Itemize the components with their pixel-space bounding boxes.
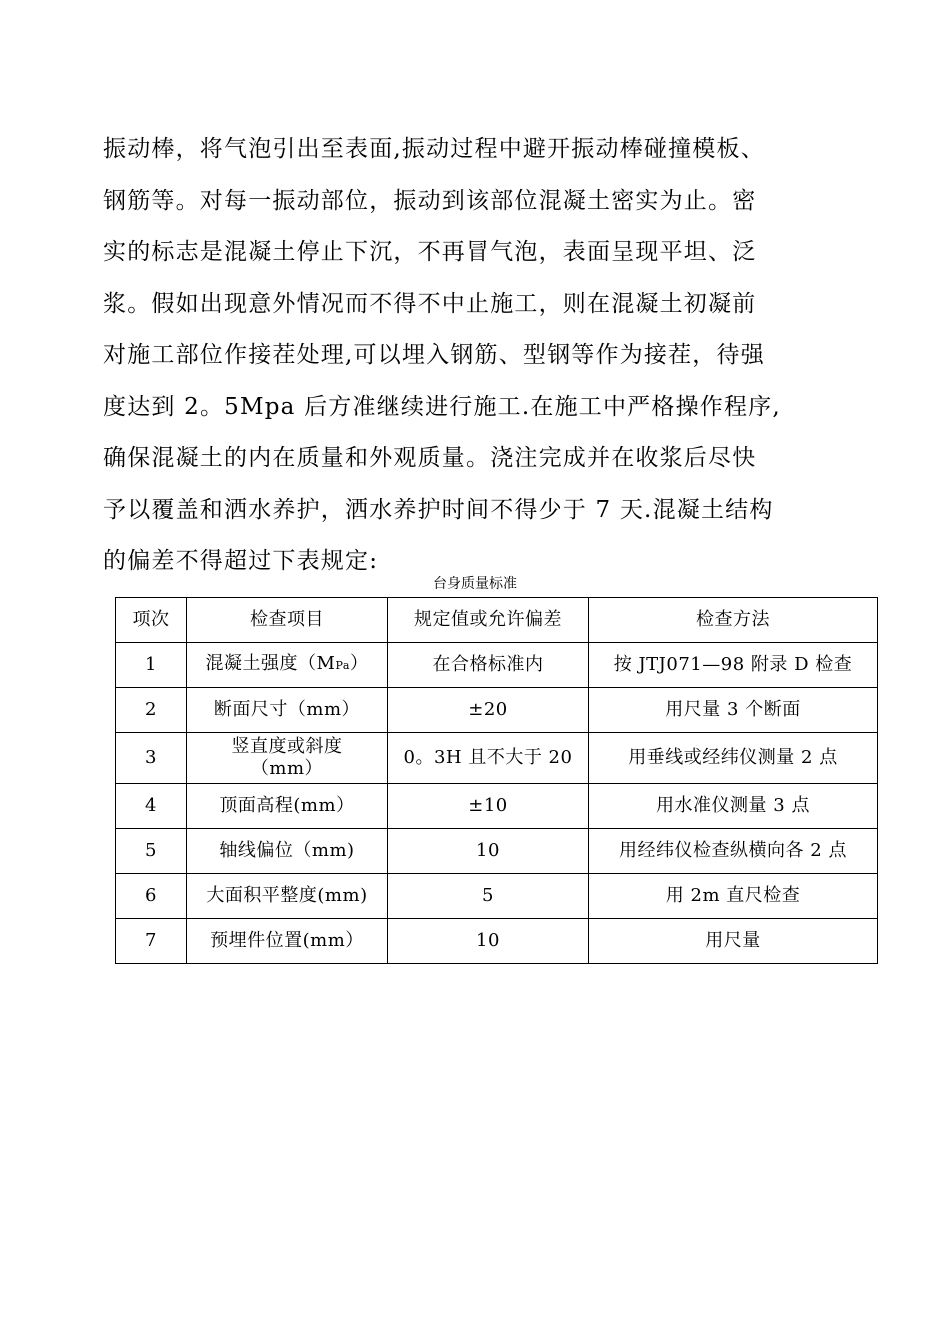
paragraph-line: 予以覆盖和洒水养护，洒水养护时间不得少于 7 天.混凝土结构 [103,496,774,523]
cell-item-line: 竖直度或斜度 [231,736,343,757]
table-row [116,829,878,874]
cell-value: 10 [388,829,589,874]
cell-item: 大面积平整度(mm) [187,874,388,919]
cell-no: 5 [116,829,187,874]
cell-item: 断面尺寸（mm） [187,688,388,733]
paragraph-line: 的偏差不得超过下表规定: [103,548,379,574]
cell-item-text: 混凝土强度（M [205,653,336,674]
cell-item: 顶面高程(mm） [187,784,388,829]
cell-value: ±10 [388,784,589,829]
table-row [116,919,878,964]
cell-method: 用水准仪测量 3 点 [589,784,878,829]
cell-item: 预埋件位置(mm） [187,919,388,964]
header-method: 检查方法 [589,598,878,643]
cell-item [187,643,388,688]
cell-item-subscript: Pa [335,659,350,672]
table-caption: 台身质量标准 [433,576,517,592]
cell-item: 轴线偏位（mm) [187,829,388,874]
table-row [116,874,878,919]
cell-no: 6 [116,874,187,919]
table-row [116,643,878,688]
cell-no: 4 [116,784,187,829]
cell-no: 3 [116,733,187,784]
cell-item [187,733,388,784]
table-row [116,688,878,733]
cell-value: 5 [388,874,589,919]
cell-value: 0。3H 且不大于 20 [388,733,589,784]
paragraph-line: 浆。假如出现意外情况而不得不中止施工，则在混凝土初凝前 [103,290,757,317]
paragraph-line: 振动棒，将气泡引出至表面,振动过程中避开振动棒碰撞模板、 [103,136,765,162]
body-paragraph [103,124,823,588]
header-item: 检查项目 [187,598,388,643]
header-no: 项次 [116,598,187,643]
table-row [116,784,878,829]
cell-no: 2 [116,688,187,733]
cell-no: 1 [116,643,187,688]
table-row [116,733,878,784]
paragraph-line: 实的标志是混凝土停止下沉，不再冒气泡，表面呈现平坦、泛 [103,239,757,265]
cell-item-line: （mm） [250,758,324,779]
paragraph-line: 度达到 2。5Mpa 后方准继续进行施工.在施工中严格操作程序, [103,393,781,420]
cell-item-text-end: ） [349,653,369,674]
cell-method: 用经纬仪检查纵横向各 2 点 [589,829,878,874]
paragraph-line: 确保混凝土的内在质量和外观质量。浇注完成并在收浆后尽快 [103,445,757,471]
cell-value: 10 [388,919,589,964]
cell-no: 7 [116,919,187,964]
header-value: 规定值或允许偏差 [388,598,589,643]
cell-method: 按 JTJ071—98 附录 D 检查 [589,643,878,688]
cell-method: 用尺量 3 个断面 [589,688,878,733]
cell-value: ±20 [388,688,589,733]
quality-standard-table [115,597,878,964]
cell-method: 用尺量 [589,919,878,964]
cell-method: 用垂线或经纬仪测量 2 点 [589,733,878,784]
cell-method: 用 2m 直尺检查 [589,874,878,919]
cell-value: 在合格标准内 [388,643,589,688]
paragraph-line: 对施工部位作接茬处理,可以埋入钢筋、型钢等作为接茬，待强 [103,342,765,368]
paragraph-line: 钢筋等。对每一振动部位，振动到该部位混凝土密实为止。密 [103,187,757,214]
table-header-row [116,598,878,643]
